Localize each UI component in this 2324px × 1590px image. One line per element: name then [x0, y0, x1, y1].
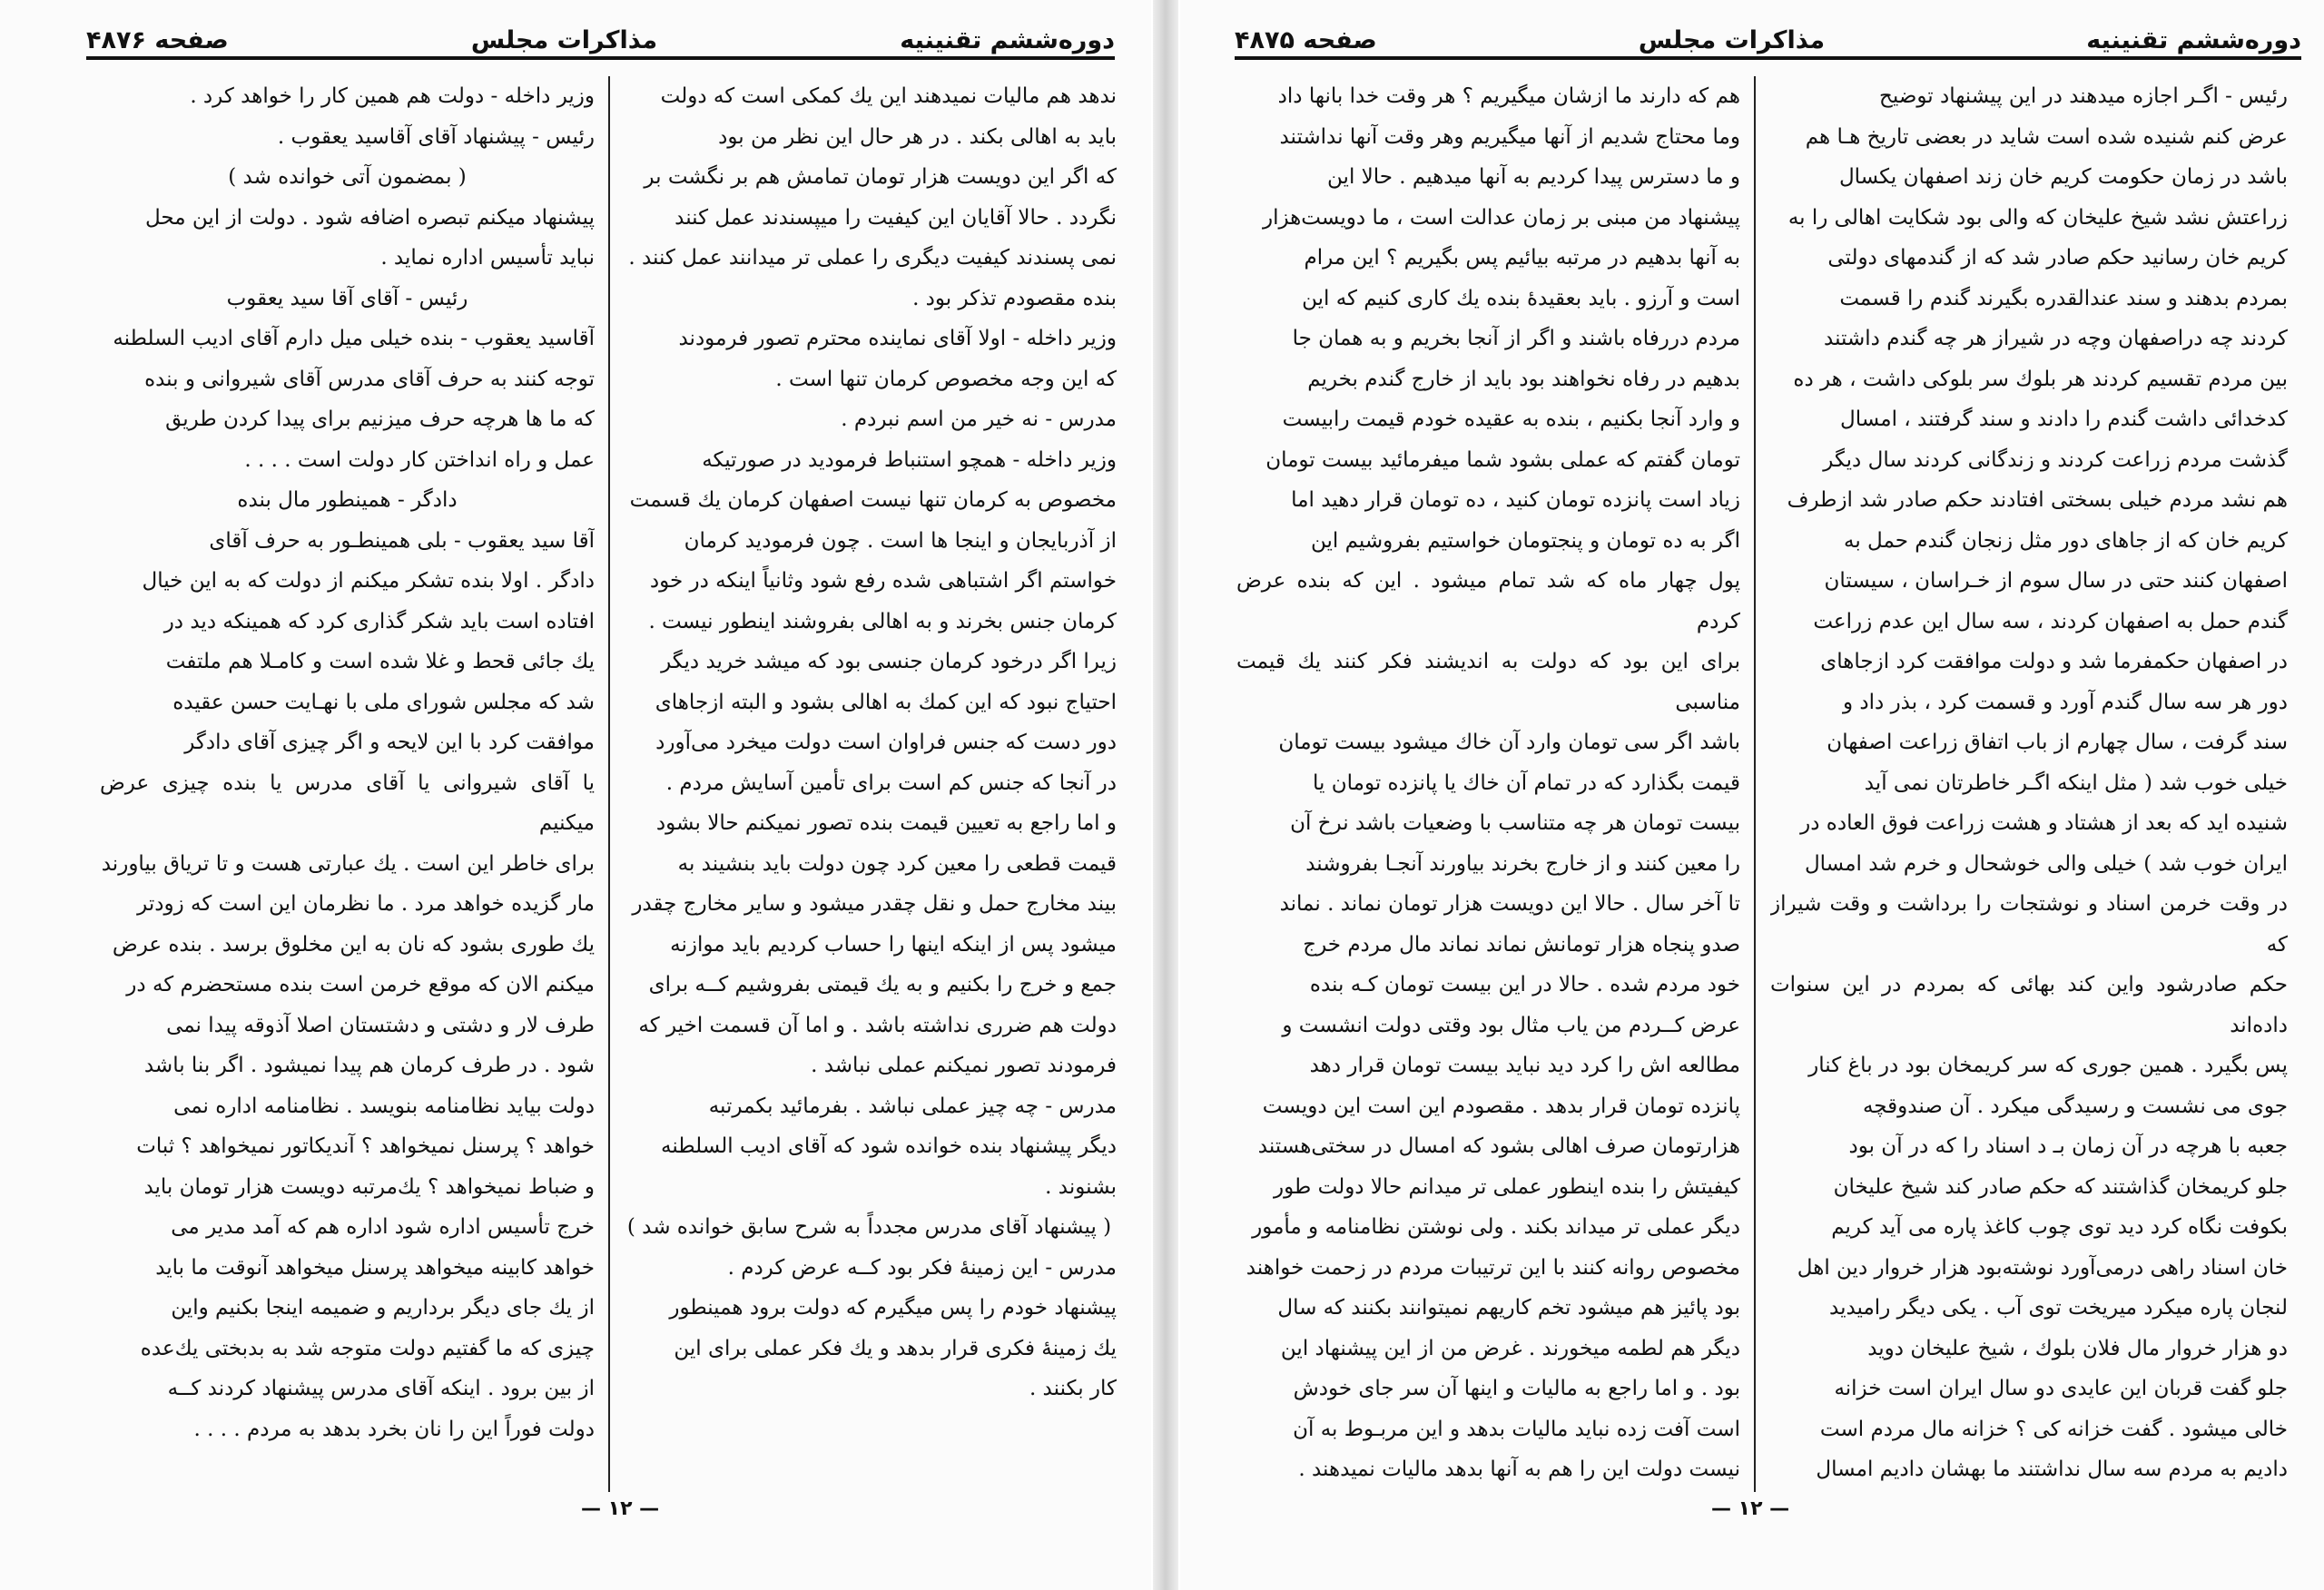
text-line: دولت بیاید نظامنامه بنویسد . نظامنامه اداره نمی [173, 1094, 595, 1118]
session-label: دوره‌ششم تقنینیه [2086, 26, 2301, 54]
text-line: پیشنهاد من مبنی بر زمان عدالت است ، ما دویست‌هزار [1262, 205, 1740, 230]
text-line: تومان گفتم که عملی بشود شما میفرمائید بیست تومان [1265, 447, 1740, 472]
text-line: که اگر این دویست هزار تومان تمامش هم بر نگشت بر [644, 165, 1117, 189]
text-line: مردم دررفاه باشند و اگر از آنجا بخریم و به همان جا [1292, 327, 1740, 350]
header-rule [86, 56, 1115, 60]
text-line: افتاده است باید شکر گذاری کرد که همینکه دید در [163, 609, 595, 633]
text-line: پیشنهاد میکنم تبصره اضافه شود . دولت از این محل [145, 205, 595, 230]
text-line: حکم صادرشود واین کند بهائی که بمردم در این سنوات داده‌اند [1770, 973, 2288, 1037]
text-line: احتیاج نبود که این کمك به اهالی بشود و البته ازجاهای [655, 690, 1117, 714]
text-line: کار بکنند . [1029, 1377, 1117, 1400]
text-line: مدرس - نه خیر من اسم نبردم . [841, 407, 1117, 431]
text-line: مدرس - چه چیز عملی نباشد . بفرمائید بکمرتبه [708, 1094, 1117, 1118]
text-line: وزیر داخله - اولا آقای نماینده محترم تصور فرمودند [678, 327, 1117, 350]
text-line: از یك جای دیگر برداریم و ضمیمه اینجا بکنیم واین [171, 1296, 595, 1320]
text-line: دادیم به مردم سه سال نداشتند ما بهشان دادیم امسال [1816, 1458, 2288, 1481]
text-line: سند گرفت ، سال چهارم از باب اتفاق زراعت اصفهان [1827, 731, 2288, 754]
page-header [86, 13, 1115, 54]
text-line: کردند چه دراصفهان وچه در شیراز هر چه گندم داشتند [1824, 327, 2288, 350]
text-line: برای خاطر این است . یك عبارتی هست و تا تریاق بیاورند [101, 851, 595, 876]
column-divider [1754, 76, 1756, 1492]
text-line: خیلی خوب شد ( مثل اینکه اگـر خاطرتان نمی آید [1864, 770, 2288, 795]
text-line: توجه کنند به حرف آقای مدرس آقای شیروانی و بنده [144, 367, 595, 391]
journal-title: مذاکرات مجلس [1638, 26, 1826, 54]
session-label: دوره‌ششم تقنینیه [900, 26, 1115, 54]
text-line: بیند مخارج حمل و نقل چقدر میشود و سایر مخارج چقدر [632, 892, 1117, 916]
text-line: هم که دارند ما ازشان میگیریم ؟ هر وقت خدا بانها داد [1277, 84, 1740, 108]
text-line: دیگر هم لطمه میخورند . غرض من از این پیشنهاد این [1280, 1336, 1740, 1360]
text-line: رئیس - آقای آقا سید یعقوب [226, 286, 468, 310]
text-line: زیرا اگر درخود کرمان جنسی بود که میشد خرید دیگر [661, 650, 1117, 673]
text-line: نمی پسندند کیفیت دیگری را عملی تر میدانند عمل کنند . [628, 246, 1117, 270]
text-line: جلو گفت قربان این عایدی دو سال ایران است خزانه [1834, 1377, 2288, 1400]
text-line: دور دست که جنس فراوان است دولت میخرد می‌آورد [655, 731, 1117, 754]
text-line: گذشت مردم زراعت کردند و زندگانی کردند سال دیگر [1823, 447, 2288, 472]
text-line: لنجان پاره میکرد میریخت توی آب . یکی دیگر رامیدید [1829, 1296, 2288, 1320]
text-line: یك جائی قحط و غلا شده است و کامـلا هم ملتفت [165, 650, 595, 673]
text-line: شنیده اید که بعد از هشتاد و هشت زراعت فوق العاده در [1800, 811, 2288, 835]
text-line: گندم حمل به اصفهان کردند ، سه سال این عدم زراعت [1813, 609, 2288, 633]
text-line: ( بمضمون آتی خوانده شد ) [228, 165, 467, 189]
text-line: جعبه با هرچه در آن زمان بـ د اسناد را که در آن بود [1848, 1134, 2288, 1158]
text-line: کدخدائی داشت گندم را دادند و سند گرفتند ، امسال [1840, 407, 2288, 431]
text-line: هزارتومان صرف اهالی بشود که امسال در سختی‌هستند [1257, 1134, 1740, 1158]
text-line: خود مردم شده . حالا در این بیست تومان کـه بنده [1309, 973, 1740, 996]
header-rule [1235, 56, 2301, 60]
text-column-left [1236, 76, 1740, 1492]
text-line: مدرس - این زمینهٔ فکر بود کــه عرض کردم . [727, 1255, 1117, 1280]
text-line: قیمت قطعی را معین کرد چون دولت باید بنشیند به [677, 851, 1117, 876]
text-line: آقا سید یعقوب - بلی همینطـور به حرف آقای [209, 528, 595, 553]
text-line: قیمت بگذارد که در تمام آن خاك یا پانزده تومان یا [1313, 770, 1740, 795]
text-line: زراعتش نشد شیخ علیخان که والی بود شکایت اهالی را به [1787, 205, 2288, 230]
text-line: وزیر داخله - همچو استنباط فرمودید در صورتیکه [702, 447, 1117, 472]
right-page [1180, 0, 2324, 1590]
text-line: باشد اگر سی تومان وارد آن خاك میشود بیست تومان [1278, 731, 1740, 754]
text-line: جلو کریمخان گذاشتند که حکم صادر کند شیخ علیخان [1833, 1174, 2288, 1199]
text-line: وزیر داخله - دولت هم همین کار را خواهد کرد . [190, 84, 595, 108]
text-line: نیست دولت این را هم به آنها بدهد مالیات نمیدهند . [1298, 1458, 1740, 1481]
text-line: ندهد هم مالیات نمیدهند این یك کمکی است که دولت [660, 84, 1117, 108]
text-line: در آنجا که جنس کم است برای تأمین آسایش مردم . [665, 770, 1117, 795]
text-line: وما محتاج شدیم از آنها میگیریم وهر وقت آنها نداشتند [1279, 124, 1740, 149]
text-line: مار گزیده خواهد مرد . ما نظرمان این است که زودتر [137, 892, 595, 916]
text-line: اصفهان کنند حتی در سال سوم از خـراسان ، سیستان [1824, 569, 2288, 593]
text-line: ( پیشنهاد آقای مدرس مجدداً به شرح سابق خوانده شد ) [626, 1215, 1112, 1239]
page-number: صفحه ۴۸۷۶ [86, 26, 229, 54]
text-line: آقاسید یعقوب - بنده خیلی میل دارم آقای ادیب السلطنه [113, 327, 595, 350]
text-line: زیاد است پانزده تومان کنید ، ده تومان قرار دهید اما [1291, 488, 1740, 512]
text-line: و وارد آنجا بکنیم ، بنده به عقیده خودم قیمت رابیست [1282, 407, 1740, 431]
left-page [0, 0, 1151, 1590]
text-line: بود پائیز هم میشود تخم کاریهم نمیتوانند بکنند که سال [1277, 1296, 1740, 1320]
text-line: را معین کنند و از خارج بخرند بیاورند آنجـا بفروشند [1305, 851, 1740, 876]
text-line: پول چهار ماه که شد تمام میشود . این که بنده عرض کردم [1236, 569, 1740, 633]
text-line: مخصوص روانه کنند با این ترتیبات مردم در زحمت خواهند [1246, 1255, 1740, 1280]
text-line: شد که مجلس شورای ملی با نهـایت حسن عقیده [172, 690, 595, 714]
text-line: خواستم اگر اشتباهی شده رفع شود وثانیاً اینکه در خود [649, 569, 1117, 593]
text-line: دادگر - همینطور مال بنده [237, 488, 458, 512]
text-line: باشد در زمان حکومت کریم خان زند اصفهان یکسال [1838, 165, 2288, 189]
text-line: صدو پنجاه هزار تومانش نماند نماند مال مردم خرج [1303, 932, 1740, 957]
text-line: بود . و اما راجع به مالیات و اینها آن سر جای خودش [1293, 1377, 1740, 1400]
text-line: خواهد ؟ پرسنل نمیخواهد ؟ آندیکاتور نمیخواهد ؟ ثبات [136, 1134, 595, 1158]
text-line: چیزی که ما گفتیم دولت متوجه شد به بدبختی یك‌عده [140, 1336, 595, 1360]
page-footer: — ۱۲ — [581, 1497, 660, 1520]
text-line: میشود پس از اینکه اینها را حساب کردیم باید موازنه [670, 932, 1117, 957]
text-line: که ما ها هرچه حرف میزنیم برای پیدا کردن طریق [165, 407, 595, 431]
text-line: دیگر پیشنهاد بنده خوانده شود که آقای ادیب السلطنه [660, 1134, 1117, 1158]
text-line: پانزده تومان قرار بدهد . مقصودم این است این دویست [1262, 1094, 1740, 1118]
text-line: مخصوص به کرمان تنها نیست اصفهان کرمان یك قسمت [629, 488, 1117, 512]
text-line: دیگر عملی تر میداند بکند . ولی نوشتن نظامنامه و مأمور [1252, 1215, 1740, 1239]
text-line: یك طوری بشود که نان به این مخلوق برسد . بنده عرض [112, 932, 595, 957]
text-line: در وقت خرمن اسناد و نوشتجات را برداشت و وقت شیراز که [1770, 892, 2288, 957]
text-column-left [100, 76, 595, 1492]
text-line: اگر به ده تومان و پنجتومان خواستیم بفروشیم این [1311, 528, 1740, 553]
text-line: و ضباط نمیخواهد ؟ یك‌مرتبه دویست هزار تومان باید [143, 1174, 595, 1199]
text-line: که این وجه مخصوص کرمان تنها است . [775, 367, 1117, 391]
text-line: میکنم الان که موقع خرمن است بنده مستحضرم که در [126, 973, 595, 996]
text-line: بیست تومان هر چه متناسب با وضعیات باشد نرخ آن [1290, 811, 1740, 835]
text-line: دور هر سه سال گندم آورد و قسمت کرد ، بذر داد و [1842, 690, 2288, 714]
text-line: از بین برود . اینکه آقای مدرس پیشنهاد کردند کــه [167, 1377, 595, 1400]
text-line: موافقت کرد با این لایحه و اگر چیزی آقای دادگر [184, 731, 595, 754]
text-line: کیفیتش را بنده اینطور عملی تر میدانم حالا دولت طور [1274, 1174, 1740, 1199]
text-column-right [1770, 76, 2288, 1492]
text-line: شود . در طرف کرمان هم پیدا نمیشود . اگر بنا باشد [143, 1054, 595, 1077]
text-line: هم نشد مردم خیلی بسختی افتادند حکم صادر شد ازطرف [1787, 488, 2288, 512]
text-line: کرمان جنس بخرند و به اهالی بفروشند اینطور نیست . [648, 609, 1117, 633]
text-line: بمردم بدهند و سند عندالقدره بگیرند گندم را قسمت [1839, 286, 2288, 310]
text-column-right [622, 76, 1117, 1492]
text-line: بکوفت نگاه کرد دید توی چوب کاغذ پاره می آید کریم [1831, 1215, 2288, 1239]
text-line: دولت هم ضرری نداشته باشد . و اما آن قسمت اخیر که [638, 1013, 1117, 1037]
text-line: باید به اهالی بکند . در هر حال این نظر من بود [718, 124, 1117, 149]
text-line: جمع و خرج را بکنیم و به یك قیمتی بفروشیم کــه برای [648, 973, 1117, 996]
text-line: عمل و راه انداختن کار دولت است . . . . [244, 447, 595, 472]
text-line: طرف لار و دشتی و دشتستان اصلا آذوقه پیدا نمی [166, 1013, 595, 1037]
text-line: کریم خان رسانید حکم صادر شد که از گندمهای دولتی [1827, 246, 2288, 270]
text-line: بنده مقصودم تذکر بود . [912, 286, 1117, 310]
text-line: دولت فوراً این را نان بخرد بدهد به مردم . . . . [193, 1417, 595, 1441]
text-line: در اصفهان حکمفرما شد و دولت موافقت کرد ازجاهای [1820, 650, 2288, 673]
text-line: نباید تأسیس اداره نماید . [380, 246, 595, 270]
page-header [1235, 13, 2301, 54]
text-line: به آنها بدهیم در مرتبه بیائیم پس بگیریم ؟ این مرام [1304, 246, 1740, 270]
text-line: رئیس - اگـر اجازه میدهند در این پیشنهاد توضیح [1879, 84, 2288, 108]
text-line: مطالعه اش را کرد دید نباید بیست تومان قرار دهد [1309, 1054, 1740, 1077]
text-line: پس بگیرد . همین جوری که سر کریمخان بود در باغ کنار [1808, 1054, 2288, 1077]
text-line: فرمودند تصور نمیکنم عملی نباشد . [811, 1054, 1117, 1077]
text-line: دادگر . اولا بنده تشکر میکنم از دولت که به این خیال [142, 569, 595, 593]
text-line: عرض کــردم من یاب مثال بود وقتی دولت انشست و [1282, 1013, 1740, 1037]
text-line: پیشنهاد خودم را پس میگیرم که دولت برود همینطور [669, 1296, 1117, 1320]
page-footer: — ۱۲ — [1711, 1497, 1790, 1520]
text-line: خالی میشود . گفت خزانه کی ؟ خزانه مال مردم است [1819, 1417, 2288, 1441]
text-line: خان اسناد راهی درمی‌آورد نوشته‌بود هزار خروار دین اهل [1797, 1255, 2288, 1280]
text-line: خرج تأسیس اداره شود اداره هم که آمد مدیر می [171, 1215, 595, 1239]
text-line: کریم خان که از جاهای دور مثل زنجان گندم حمل به [1844, 528, 2288, 553]
text-line: از آذربایجان و اینجا ها است . چون فرمودید کرمان [684, 528, 1117, 553]
text-line: یا آقای شیروانی یا آقای مدرس یا بنده چیزی عرض میکنیم [100, 770, 595, 835]
text-line: نگردد . حالا آقایان این کیفیت را میپسندند عمل کنند [675, 205, 1117, 230]
text-line: جوی می نشست و رسیدگی میکرد . آن صندوقچه [1862, 1094, 2288, 1118]
text-line: بشنوند . [1045, 1174, 1117, 1199]
page-number: صفحه ۴۸۷۵ [1235, 26, 1377, 54]
journal-title: مذاکرات مجلس [470, 26, 658, 54]
text-line: برای این بود که دولت به اندیشند فکر کنند یك قیمت مناسبی [1236, 650, 1740, 714]
text-line: است آفت زده نباید مالیات بدهد و این مربـوط به آن [1293, 1417, 1740, 1441]
text-line: و ما دسترس پیدا کردیم به آنها میدهیم . حالا این [1327, 165, 1740, 189]
column-divider [608, 76, 610, 1492]
text-line: خواهد کابینه میخواهد پرسنل میخواهد آنوقت ما باید [155, 1255, 595, 1280]
text-line: و اما راجع به تعیین قیمت بنده تصور نمیکنم حالا بشود [655, 811, 1117, 835]
text-line: بدهیم در رفاه نخواهند بود باید از خارج گندم بخریم [1307, 367, 1740, 391]
text-line: است و آرزو . باید بعقیدهٔ بنده یك کاری کنیم که این [1302, 286, 1740, 310]
text-line: یك زمینهٔ فکری قرار بدهد و یك فکر عملی برای این [674, 1336, 1117, 1360]
text-line: تا آخر سال . حالا این دویست هزار تومان نماند . نماند [1279, 892, 1740, 916]
book-gutter [1153, 0, 1178, 1590]
text-line: بین مردم تقسیم کردند هر بلوك سر بلوکی داشت ، هر ده [1793, 367, 2288, 391]
text-line: ایران خوب شد ) خیلی والی خوشحال و خرم شد امسال [1804, 851, 2288, 876]
text-line: دو هزار خروار مال فلان بلوك ، شیخ علیخان دوید [1867, 1336, 2288, 1360]
text-line: عرض کنم شنیده شده است شاید در بعضی تاریخ هـا هم [1805, 124, 2288, 149]
text-line: رئیس - پیشنهاد آقای آقاسید یعقوب . [277, 124, 595, 149]
